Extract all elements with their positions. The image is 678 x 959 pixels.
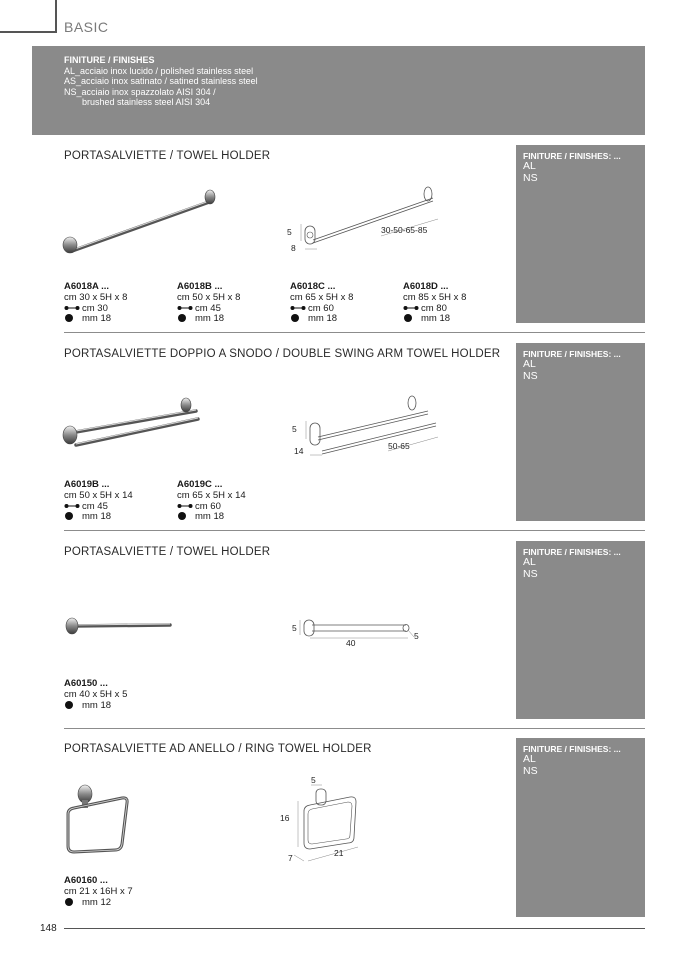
product-code: A6018A ...	[64, 281, 110, 292]
product-distance: cm 45	[82, 500, 108, 512]
category-label: BASIC	[64, 19, 109, 35]
distance-icon	[177, 304, 193, 312]
diameter-icon	[178, 512, 186, 520]
section-title: PORTASALVIETTE AD ANELLO / RING TOWEL HOLDER	[64, 743, 372, 755]
finish-sidebar	[516, 145, 645, 323]
finish-sidebar-title: FINITURE / FINISHES: ...	[523, 151, 621, 161]
section-title: PORTASALVIETTE / TOWEL HOLDER	[64, 150, 271, 162]
product-code: A6018B ...	[177, 281, 223, 292]
finish-sidebar	[516, 738, 645, 917]
product-item	[64, 679, 127, 711]
product-photo-ring-towel-holder	[60, 778, 140, 858]
product-distance: cm 45	[195, 302, 221, 314]
dim-height: 16	[280, 813, 290, 823]
diameter-icon	[65, 314, 73, 322]
distance-icon	[177, 502, 193, 510]
finish-code-ns: NS	[523, 567, 538, 580]
section-divider	[64, 332, 645, 333]
product-size: cm 40 x 5H x 5	[64, 688, 128, 700]
finish-sidebar	[516, 343, 645, 521]
product-diameter: mm 18	[82, 511, 112, 523]
product-diameter: mm 18	[82, 313, 112, 325]
product-item	[64, 282, 127, 325]
product-size: cm 30 x 5H x 8	[64, 291, 128, 303]
product-distance: cm 80	[421, 302, 447, 314]
product-size: cm 50 x 5H x 14	[64, 489, 133, 501]
finishes-legend	[32, 46, 645, 135]
section-title: PORTASALVIETTE / TOWEL HOLDER	[64, 546, 271, 558]
dim-depth-top: 5	[311, 775, 316, 785]
product-diameter: mm 18	[82, 699, 112, 711]
corner-mark-horizontal	[0, 31, 57, 33]
technical-drawing-short-towel-bar	[290, 615, 430, 655]
product-code: A60160 ...	[64, 875, 108, 886]
finish-sidebar-title: FINITURE / FINISHES: ...	[523, 744, 621, 754]
dim-depth: 14	[294, 446, 304, 456]
finish-code-ns: NS	[523, 764, 538, 777]
dim-height: 5	[287, 227, 292, 237]
finish-sidebar	[516, 541, 645, 719]
dim-width: 21	[334, 848, 344, 858]
product-size: cm 65 x 5H x 14	[177, 489, 246, 501]
technical-drawing-towel-bar	[283, 183, 463, 258]
dim-length: 30-50-65-85	[381, 225, 428, 235]
finish-sidebar-title: FINITURE / FINISHES: ...	[523, 547, 621, 557]
page-number: 148	[40, 923, 57, 934]
distance-icon	[290, 304, 306, 312]
dim-depth: 5	[414, 631, 419, 641]
finish-code-al: AL	[523, 160, 536, 172]
product-item	[290, 282, 353, 325]
product-diameter: mm 18	[308, 313, 338, 325]
finish-code-ns: NS	[523, 171, 538, 184]
product-diameter: mm 12	[82, 896, 112, 908]
finish-code-al: AL	[523, 556, 536, 568]
product-item	[403, 282, 466, 325]
finish-code-al: AL	[523, 358, 536, 370]
section-divider	[64, 530, 645, 531]
finish-ns-line-cont: brushed stainless steel AISI 304	[82, 97, 211, 107]
product-diameter: mm 18	[195, 313, 225, 325]
dim-depth: 8	[291, 243, 296, 253]
product-code: A6019B ...	[64, 479, 110, 490]
product-item	[177, 282, 240, 325]
footer-rule	[64, 928, 645, 929]
finish-al-line: AL_acciaio inox lucido / polished stainless steel	[64, 65, 254, 76]
product-photo-double-towel-bar	[58, 393, 208, 453]
product-item	[64, 480, 133, 523]
product-code: A6018D ...	[403, 281, 449, 292]
technical-drawing-double-towel-bar	[288, 393, 448, 468]
diameter-icon	[291, 314, 299, 322]
section-title: PORTASALVIETTE DOPPIO A SNODO / DOUBLE SWING ARM TOWEL HOLDER	[64, 348, 501, 360]
product-size: cm 21 x 16H x 7	[64, 885, 133, 897]
product-photo-short-towel-bar	[62, 612, 177, 642]
dim-height: 5	[292, 623, 297, 633]
product-item	[64, 876, 133, 908]
finish-as-line: AS_acciaio inox satinato / satined stainless steel	[64, 76, 258, 86]
dim-length: 50-65	[388, 441, 410, 451]
section-divider	[64, 728, 645, 729]
product-diameter: mm 18	[195, 511, 225, 523]
dim-length: 40	[346, 638, 356, 648]
finish-sidebar-title: FINITURE / FINISHES: ...	[523, 349, 621, 359]
product-diameter: mm 18	[421, 313, 451, 325]
product-size: cm 65 x 5H x 8	[290, 291, 354, 303]
diameter-icon	[65, 898, 73, 906]
product-size: cm 85 x 5H x 8	[403, 291, 467, 303]
distance-icon	[64, 502, 80, 510]
diameter-icon	[65, 701, 73, 709]
diameter-icon	[65, 512, 73, 520]
product-code: A60150 ...	[64, 678, 108, 689]
finish-ns-line: NS_acciaio inox spazzolato AISI 304 /	[64, 86, 216, 97]
product-size: cm 50 x 5H x 8	[177, 291, 241, 303]
product-code: A6018C ...	[290, 281, 336, 292]
dim-height: 5	[292, 424, 297, 434]
finish-code-al: AL	[523, 753, 536, 765]
product-code: A6019C ...	[177, 479, 223, 490]
distance-icon	[403, 304, 419, 312]
distance-icon	[64, 304, 80, 312]
dim-depth: 7	[288, 853, 293, 863]
product-photo-towel-bar	[60, 185, 225, 260]
product-distance: cm 60	[308, 302, 334, 314]
finish-code-ns: NS	[523, 369, 538, 382]
technical-drawing-ring-towel-holder	[278, 775, 378, 870]
product-item	[177, 480, 246, 523]
diameter-icon	[178, 314, 186, 322]
diameter-icon	[404, 314, 412, 322]
product-distance: cm 60	[195, 500, 221, 512]
finishes-legend-title: FINITURE / FINISHES	[64, 55, 155, 65]
corner-mark-vertical	[55, 0, 57, 32]
product-distance: cm 30	[82, 302, 108, 314]
